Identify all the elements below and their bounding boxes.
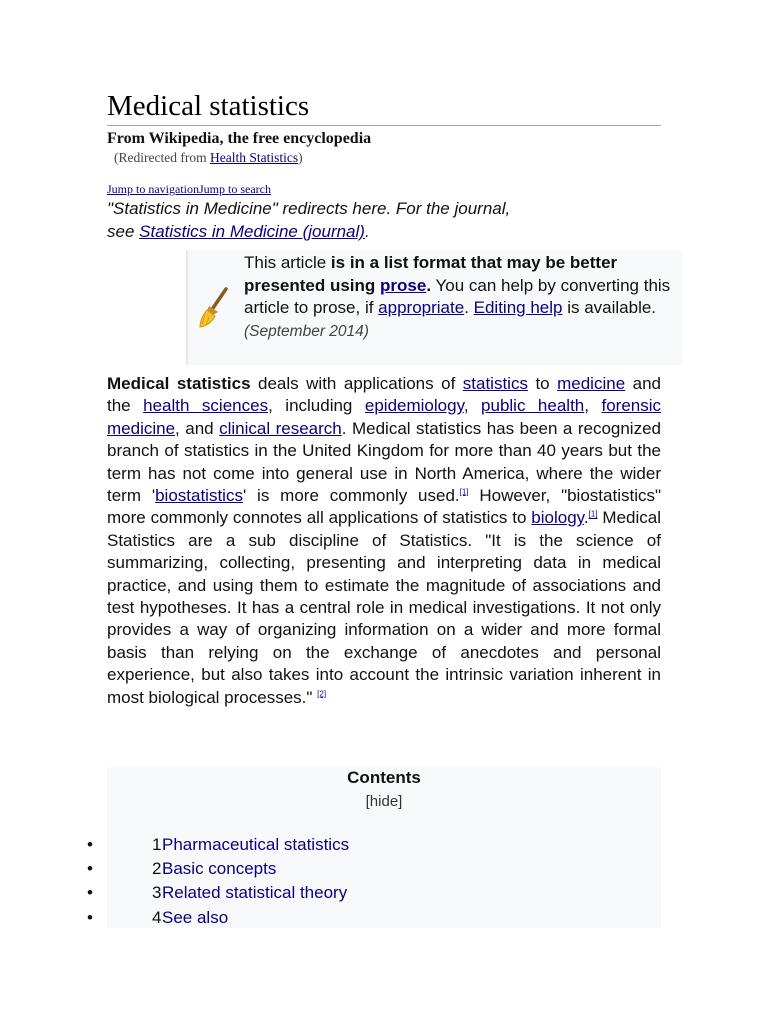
toc-bullet: • bbox=[87, 859, 93, 878]
lead-text: , and bbox=[175, 418, 220, 438]
toc-bullet: • bbox=[87, 883, 93, 902]
page-title: Medical statistics bbox=[107, 88, 661, 126]
notice-text-1: This article bbox=[244, 253, 331, 272]
jump-to-search-link[interactable]: Jump to search bbox=[199, 182, 271, 196]
toc-bullet: • bbox=[87, 908, 93, 927]
notice-text-3: . bbox=[426, 275, 432, 295]
hatnote-end: . bbox=[364, 222, 370, 241]
notice-text-6: is available. bbox=[562, 298, 657, 317]
hatnote-see: see bbox=[107, 222, 140, 241]
toc-title: Contents bbox=[347, 768, 421, 787]
epidemiology-link[interactable]: epidemiology bbox=[364, 396, 464, 416]
lead-text: , bbox=[463, 396, 482, 416]
jump-links bbox=[107, 182, 271, 197]
notice-text-5: . bbox=[464, 298, 474, 317]
clinical-research-link[interactable]: clinical research bbox=[219, 418, 342, 438]
health-sciences-link[interactable]: health sciences bbox=[143, 396, 269, 416]
redirect-source-link[interactable]: Health Statistics bbox=[209, 150, 299, 165]
toc-number: 4 bbox=[152, 908, 162, 927]
toc-link-related-statistical-theory[interactable]: Related statistical theory bbox=[162, 883, 348, 902]
lead-bold-term: Medical statistics bbox=[107, 374, 251, 393]
lead-text: and the bbox=[107, 374, 662, 416]
public-health-link[interactable]: public health bbox=[481, 396, 585, 416]
lead-text: , including bbox=[268, 396, 365, 416]
medicine-link[interactable]: medicine bbox=[557, 374, 626, 393]
toc-link-see-also[interactable]: See also bbox=[162, 908, 229, 927]
toc-link-pharmaceutical-statistics[interactable]: Pharmaceutical statistics bbox=[162, 835, 350, 854]
notice-text-2: is in a list format that may be better presented using bbox=[244, 253, 618, 295]
appropriate-link[interactable]: appropriate bbox=[378, 298, 465, 317]
broom-icon bbox=[196, 286, 234, 328]
toc-number: 2 bbox=[152, 859, 162, 878]
lead-text: . bbox=[583, 508, 589, 528]
biostatistics-link[interactable]: biostatistics bbox=[155, 486, 243, 506]
hatnote bbox=[107, 197, 661, 243]
notice-text bbox=[244, 252, 674, 343]
toc-bullet: • bbox=[87, 835, 93, 854]
lead-text: to bbox=[527, 374, 558, 393]
lead-text: However, "biostatistics" more commonly connotes all applications of statistics to bbox=[107, 486, 662, 528]
notice-date: (September 2014) bbox=[244, 322, 369, 340]
editing-help-link[interactable]: Editing help bbox=[473, 298, 563, 317]
toc-number: 3 bbox=[152, 883, 162, 902]
lead-text: deals with applications of bbox=[250, 374, 463, 393]
redirect-suffix: ) bbox=[298, 150, 303, 165]
lead-text: . Medical statistics has been a recognized branch of statistics in the United Kingdom for more than 40 years but the term has not come into general use in North America, where the wider term ' bbox=[107, 418, 661, 506]
reference-2-link[interactable]: [2] bbox=[317, 689, 327, 699]
hatnote-line: "Statistics in Medicine" redirects here. For the journal, bbox=[107, 199, 511, 218]
list-format-notice bbox=[186, 250, 682, 365]
journal-link[interactable]: Statistics in Medicine (journal) bbox=[139, 222, 365, 241]
lead-text: ' is more commonly used. bbox=[242, 486, 460, 506]
redirect-prefix: (Redirected from bbox=[114, 150, 210, 165]
prose-link[interactable]: prose bbox=[380, 275, 427, 295]
jump-to-navigation-link[interactable]: Jump to navigation bbox=[107, 182, 199, 196]
lead-text: , bbox=[584, 396, 602, 416]
toc-number: 1 bbox=[152, 835, 162, 854]
toc-link-basic-concepts[interactable]: Basic concepts bbox=[162, 859, 277, 878]
toc-hide-toggle[interactable]: [hide] bbox=[365, 793, 403, 810]
statistics-link[interactable]: statistics bbox=[462, 374, 528, 393]
lead-text: Medical Statistics are a sub discipline of Statistics. "It is the science of summarizing, collecting, presenting and interpreting data in medical practice, and using them to estimate the magnitude of associations and test hypotheses. It has a central role in medical investigations. It not only provides a way of organizing information on a wider and more formal basis than relying on the exchange of anecdotes and personal experience, but also takes into account the intrinsic variation inherent in most biological processes." bbox=[107, 508, 661, 707]
site-tagline: From Wikipedia, the free encyclopedia bbox=[107, 130, 372, 147]
forensic-medicine-link[interactable]: forensic medicine bbox=[107, 396, 662, 438]
redirect-notice bbox=[114, 150, 303, 166]
lead-paragraph bbox=[107, 373, 661, 709]
biology-link[interactable]: biology bbox=[531, 508, 584, 528]
reference-1b-link[interactable]: [1] bbox=[588, 509, 598, 519]
reference-1-link[interactable]: [1] bbox=[459, 487, 469, 497]
notice-text-4: You can help by converting this article to prose, if bbox=[244, 275, 671, 317]
table-of-contents bbox=[87, 767, 661, 928]
